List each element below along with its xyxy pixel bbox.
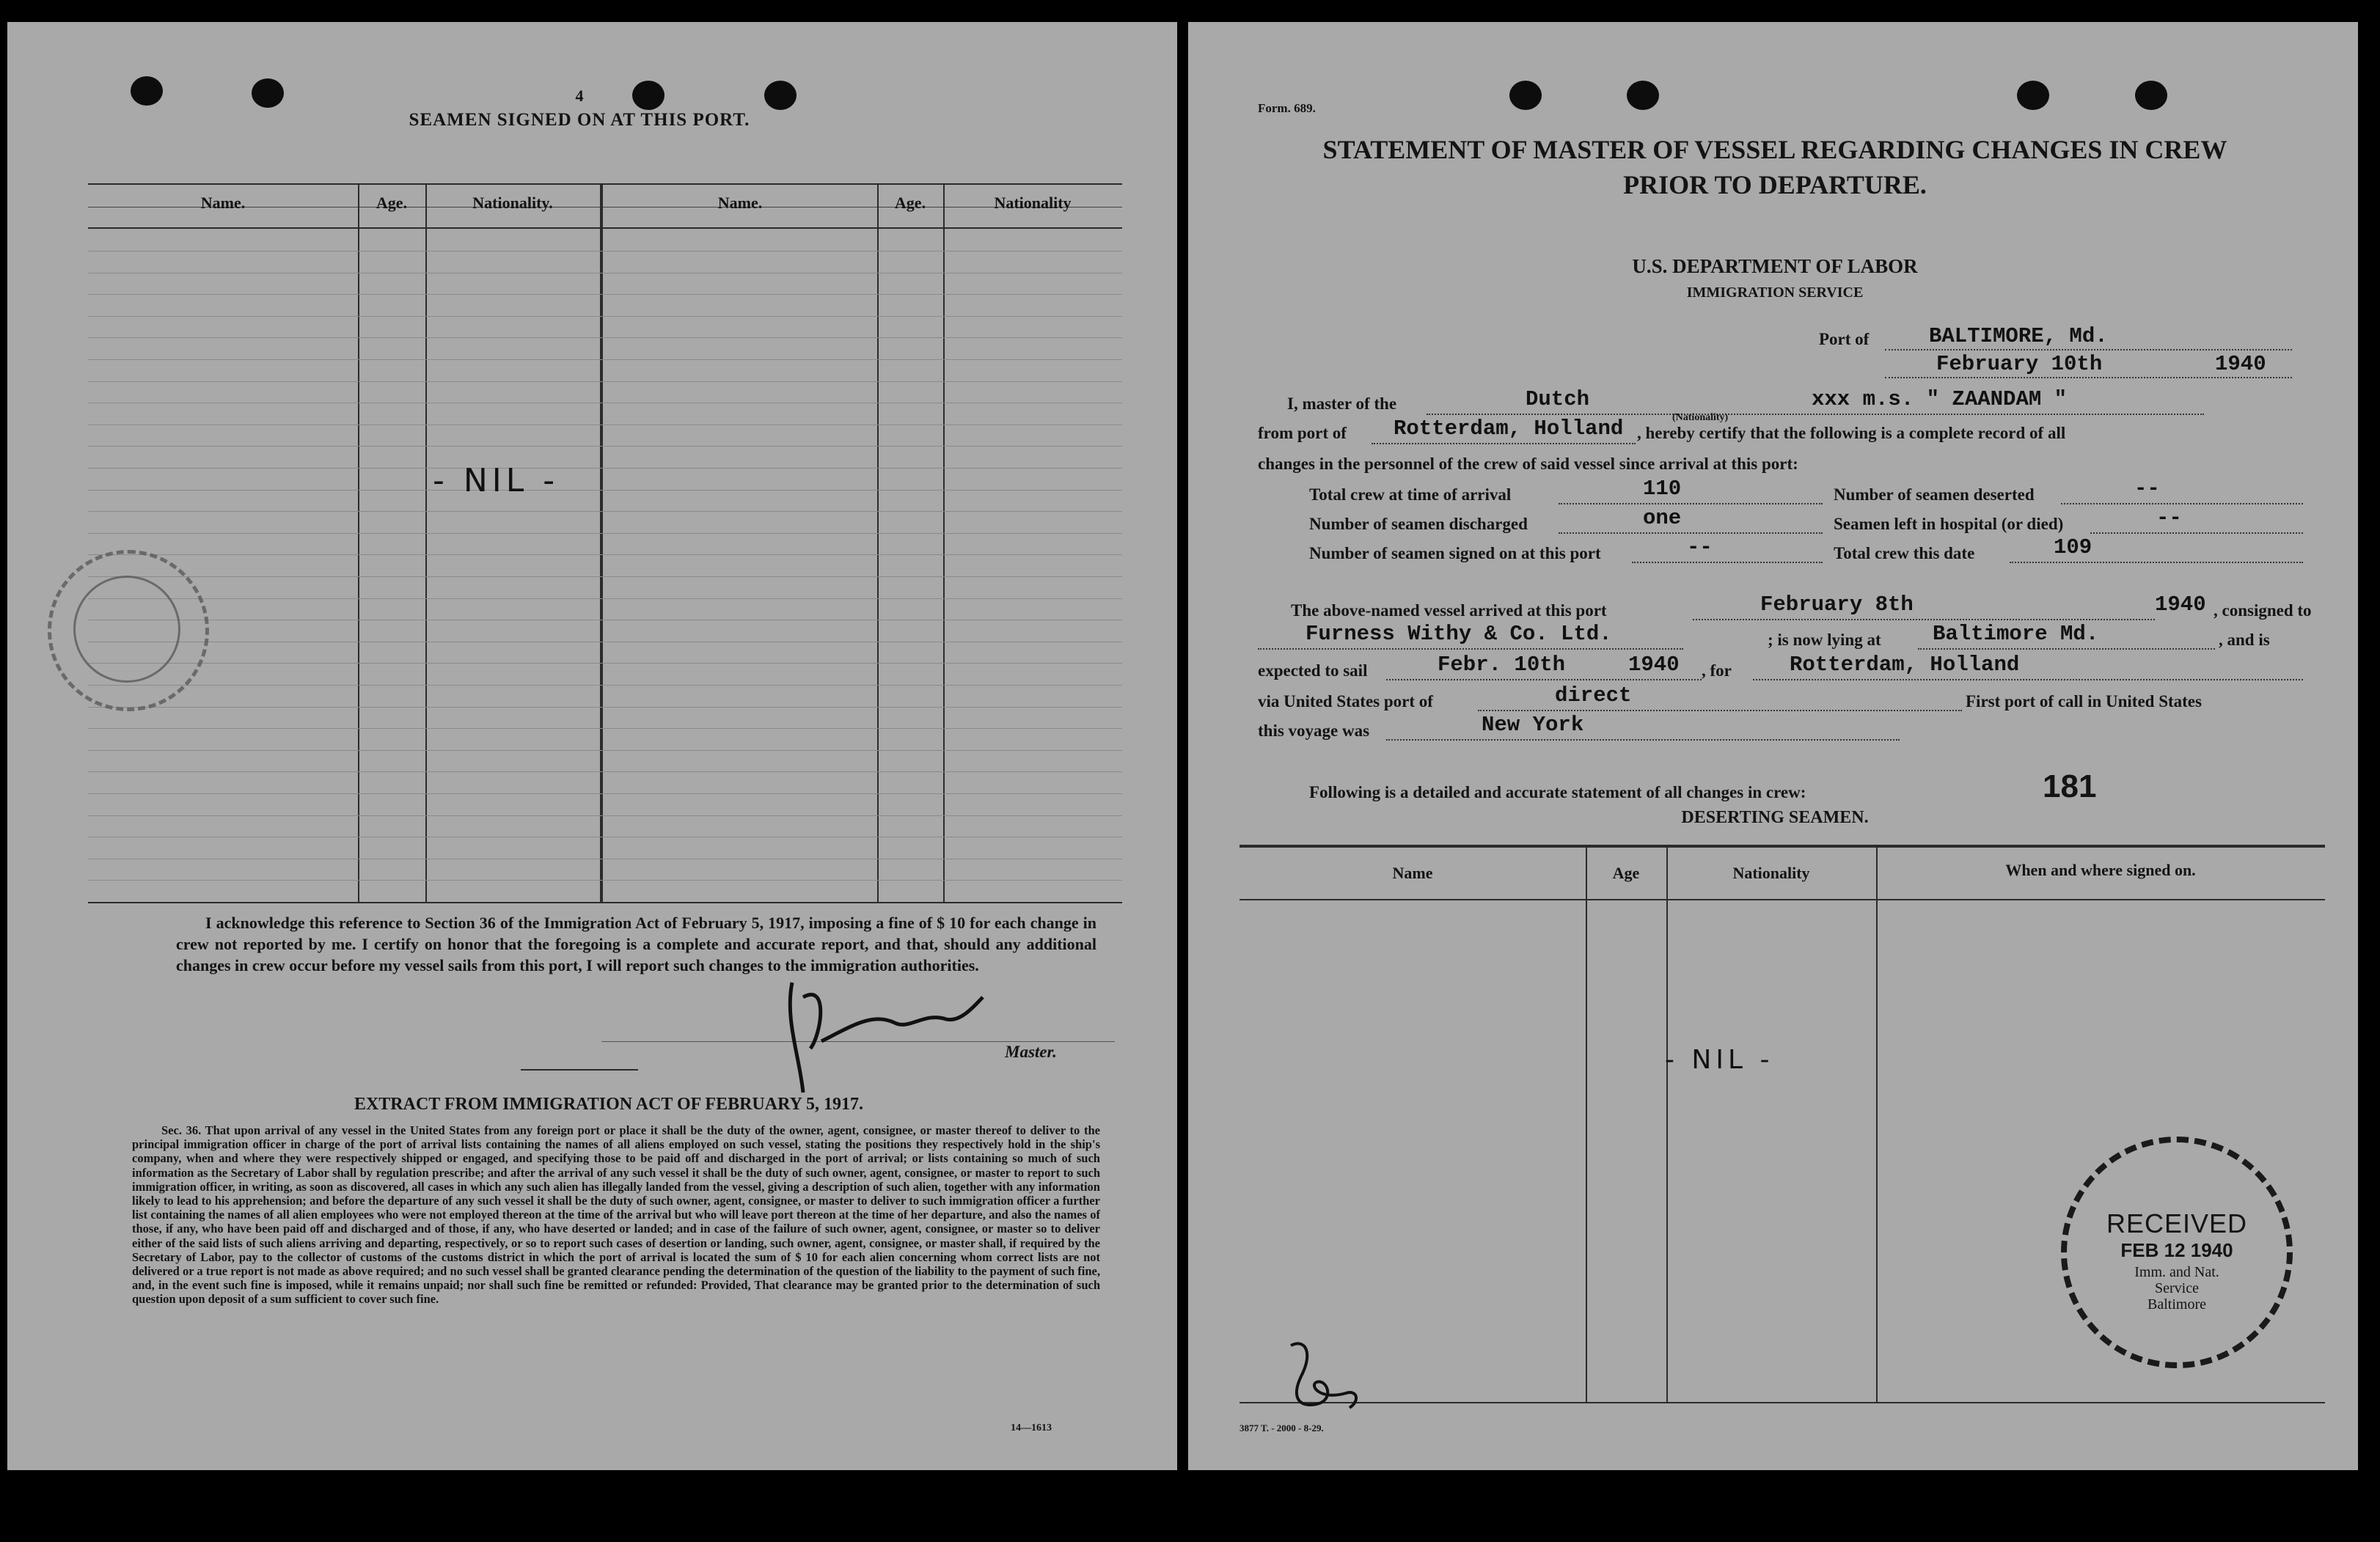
service: IMMIGRATION SERVICE bbox=[1686, 284, 1864, 301]
col-nationality: Nationality bbox=[1732, 864, 1810, 882]
page-number: 4 bbox=[575, 87, 584, 105]
consignee-field: Furness Withy & Co. Ltd. bbox=[1306, 622, 1612, 646]
table-top-rule bbox=[88, 183, 1122, 185]
table-top-rule bbox=[1240, 845, 2325, 848]
document-title bbox=[1225, 132, 2325, 202]
col-name: Name. bbox=[200, 194, 246, 212]
divider bbox=[521, 1069, 638, 1071]
department: U.S. DEPARTMENT OF LABOR bbox=[1632, 255, 1918, 277]
ruled-line bbox=[88, 728, 1122, 729]
serial-number: 181 bbox=[2043, 768, 2097, 804]
vessel-nationality-field: Dutch bbox=[1526, 387, 1590, 411]
title-line-2: PRIOR TO DEPARTURE. bbox=[1623, 170, 1927, 199]
expected-year-field: 1940 bbox=[1628, 653, 1680, 677]
hospital-field: -- bbox=[2156, 506, 2182, 530]
ruled-line bbox=[88, 381, 1122, 382]
expected-sail-field: Febr. 10th bbox=[1438, 653, 1566, 677]
table-bottom-rule bbox=[1240, 1402, 2325, 1403]
ruled-line bbox=[88, 663, 1122, 664]
col-name: Name bbox=[1392, 864, 1433, 882]
punch-hole bbox=[252, 78, 284, 108]
ruled-line bbox=[88, 815, 1122, 816]
ruled-line bbox=[88, 771, 1122, 772]
punch-hole bbox=[2017, 81, 2049, 110]
date-field: February 10th bbox=[1936, 352, 2103, 376]
deserted-field: -- bbox=[2134, 477, 2160, 501]
section-title: SEAMEN SIGNED ON AT THIS PORT. bbox=[409, 110, 750, 130]
from-port-field: Rotterdam, Holland bbox=[1394, 416, 1624, 441]
col-age: Age. bbox=[376, 194, 408, 212]
received-stamp bbox=[2061, 1137, 2293, 1368]
initials bbox=[1276, 1334, 1372, 1422]
master-label: Master. bbox=[1005, 1043, 1057, 1061]
deserting-heading: DESERTING SEAMEN. bbox=[1681, 808, 1869, 827]
ruled-line bbox=[88, 793, 1122, 794]
punch-hole bbox=[131, 76, 163, 106]
lying-at-field: Baltimore Md. bbox=[1933, 622, 2099, 646]
ruled-line bbox=[88, 511, 1122, 512]
col-name-2: Name. bbox=[717, 194, 763, 212]
punch-hole bbox=[764, 81, 797, 110]
stamp-received-text: RECEIVED bbox=[2106, 1208, 2248, 1238]
total-crew-date-field: 109 bbox=[2054, 535, 2092, 559]
ruled-line bbox=[88, 446, 1122, 447]
extract-text: Sec. 36. That upon arrival of any vessel in the United States from any foreign port or place it shall be the duty of the owner, agent, consignee, or master thereof to deliver to the principal immigration officer in charge of the port of arrival lists containing the names of all aliens employed on such vessel, stating the positions they respectively hold in the ship's company, when and where they were respectively shipped or engaged, and specifying those to be paid off and discharged in the port of arrival; or lists containing so much of such information as the Secretary of Labor shall by regulation prescribe; and after the arrival of any such vessel it shall be the duty of such owner, agent, consignee, or master to report to such immigration officer, in writing, as soon as discovered, all cases in which any such alien has illegally landed from the vessel, giving a description of such alien, together with any information likely to lead to his apprehension; and before the departure of any such vessel it shall be the duty of such owner, agent, consignee, or master to deliver to such immigration officer a further list containing the names of all alien employees who were not employed thereon at the time of the arrival but who will leave port thereon at the time of her departure, and also the names of those, if any, who have been paid off and discharged and of those, if any, who have deserted or landed; and in case of the failure of such owner, agent, consignee, or master so to deliver either of the said lists of such aliens arriving and departing, respectively, or so to report such cases of desertion or landing, such owner, agent, consignee, or master shall, if required by the Secretary of Labor, pay to the collector of customs of the customs district in which the port of arrival is located the sum of $ 10 for each alien concerning whom correct lists are not delivered or a true report is not made as above required; and no such vessel shall be granted clearance pending the determination of the question of the liability to the payment of such fine, and, in the event such fine is imposed, while it remains unpaid; nor shall such fine be remitted or refunded: Provided, That clearance may be granted prior to the determination of such question upon deposit of a sum sufficient to cover such fine. bbox=[132, 1123, 1100, 1307]
first-port-field: New York bbox=[1482, 713, 1584, 737]
punch-hole bbox=[632, 81, 664, 110]
table-header-rule bbox=[1240, 899, 2325, 900]
ruled-line bbox=[88, 750, 1122, 751]
stamp-line-1: Imm. and Nat. bbox=[2134, 1264, 2219, 1280]
print-code: 14—1613 bbox=[1011, 1422, 1052, 1433]
port-field: BALTIMORE, Md. bbox=[1929, 324, 2108, 348]
ruled-line bbox=[88, 533, 1122, 534]
ruled-line bbox=[88, 251, 1122, 252]
nil-mark: - NIL - bbox=[433, 462, 560, 499]
vessel-name-field: xxx m.s. " ZAANDAM " bbox=[1812, 387, 2068, 411]
ruled-line bbox=[88, 685, 1122, 686]
arrival-year-field: 1940 bbox=[2155, 592, 2206, 617]
discharged-field: one bbox=[1643, 506, 1682, 530]
stamp-line-3: Baltimore bbox=[2148, 1296, 2206, 1312]
punch-hole bbox=[2135, 81, 2167, 110]
year-field: 1940 bbox=[2215, 352, 2266, 376]
total-crew-arrival-field: 110 bbox=[1643, 477, 1682, 501]
nationality-caption: (Nationality) bbox=[1672, 412, 1729, 423]
right-page: Form. 689. STATEMENT OF MASTER OF VESSEL REGARDING CHANGES IN CREW PRIOR TO DEPARTURE. U.S. DEPARTMENT OF LABOR IMMIGRATION SERVICE Port of BALTIMORE, Md. February 10th 1940 I, master of the Dutch (Nationality) xxx m.s. " ZAANDAM " from port of Rotterdam, Holland , hereby certify that the following is a complete record of all changes in the personnel of the crew of said vessel since arrival at this port: Total crew at time of arrival 110 Number of seamen deserted -- Number of seamen discharged one Seamen left in hospital (or died) -- Number of seamen signed on at this port -- Total crew this date 109 The above-named vessel arrived at this port February 8th 1940 , consigned to Furness Withy & Co. Ltd. ; is now lying at Baltimore Md. , and is expected to sail Febr. 10th 1940 , for Rotterdam, Holland via United States port of direct First port of call in United States this voyage was New York Following is a detailed and accurate statement of all changes in crew: 181 DESERTING SEAMEN. Name Age Nationality When and where signed on. - NIL - RECEIVED FEB 12 1940 Imm. and Nat. Service Baltimore 3877 T. - 2000 - 8-29. bbox=[1188, 22, 2358, 1470]
ruled-line bbox=[88, 880, 1122, 881]
punch-hole bbox=[1627, 81, 1659, 110]
left-page bbox=[7, 22, 1177, 1470]
ruled-line bbox=[88, 490, 1122, 491]
ruled-line bbox=[88, 468, 1122, 469]
col-age: Age bbox=[1612, 864, 1640, 882]
signed-on-field: -- bbox=[1687, 535, 1713, 559]
nil-mark: - NIL - bbox=[1665, 1045, 1774, 1075]
title-line-1: STATEMENT OF MASTER OF VESSEL REGARDING CHANGES IN CREW bbox=[1322, 135, 2227, 164]
acknowledgement-text: I acknowledge this reference to Section 36 of the Immigration Act of February 5, 1917, imposing a fine of $ 10 for each change in crew not reported by me. I certify on honor that the foregoing is a complete and accurate report, and that, should any additional changes in crew occur before my vessel sails from this port, I will report such changes to the immigration authorities. bbox=[176, 914, 1096, 974]
col-when-where: When and where signed on. bbox=[2005, 861, 2196, 879]
col-nationality: Nationality. bbox=[472, 194, 553, 212]
ruled-line bbox=[88, 598, 1122, 599]
stamp-line-2: Service bbox=[2155, 1280, 2199, 1296]
ruled-line bbox=[88, 554, 1122, 555]
port-stamp bbox=[48, 550, 209, 711]
ruled-line bbox=[88, 294, 1122, 295]
extract-title: EXTRACT FROM IMMIGRATION ACT OF FEBRUARY 5, 1917. bbox=[354, 1095, 864, 1114]
stamp-date: FEB 12 1940 bbox=[2120, 1239, 2233, 1261]
via-port-field: direct bbox=[1555, 683, 1632, 708]
ruled-line bbox=[88, 707, 1122, 708]
print-code: 3877 T. - 2000 - 8-29. bbox=[1240, 1422, 1324, 1433]
table-bottom-rule bbox=[88, 902, 1122, 903]
ruled-line bbox=[88, 359, 1122, 360]
destination-field: Rotterdam, Holland bbox=[1790, 653, 2020, 677]
table-header-bottom-rule bbox=[88, 227, 1122, 229]
form-number: Form. 689. bbox=[1258, 101, 1316, 115]
master-signature bbox=[770, 953, 990, 1115]
punch-hole bbox=[1509, 81, 1542, 110]
ruled-line bbox=[88, 337, 1122, 338]
ruled-line bbox=[88, 576, 1122, 577]
arrival-date-field: February 8th bbox=[1760, 592, 1914, 617]
ruled-line bbox=[88, 316, 1122, 317]
col-age-2: Age. bbox=[894, 194, 926, 212]
col-nationality-2: Nationality bbox=[994, 194, 1072, 212]
